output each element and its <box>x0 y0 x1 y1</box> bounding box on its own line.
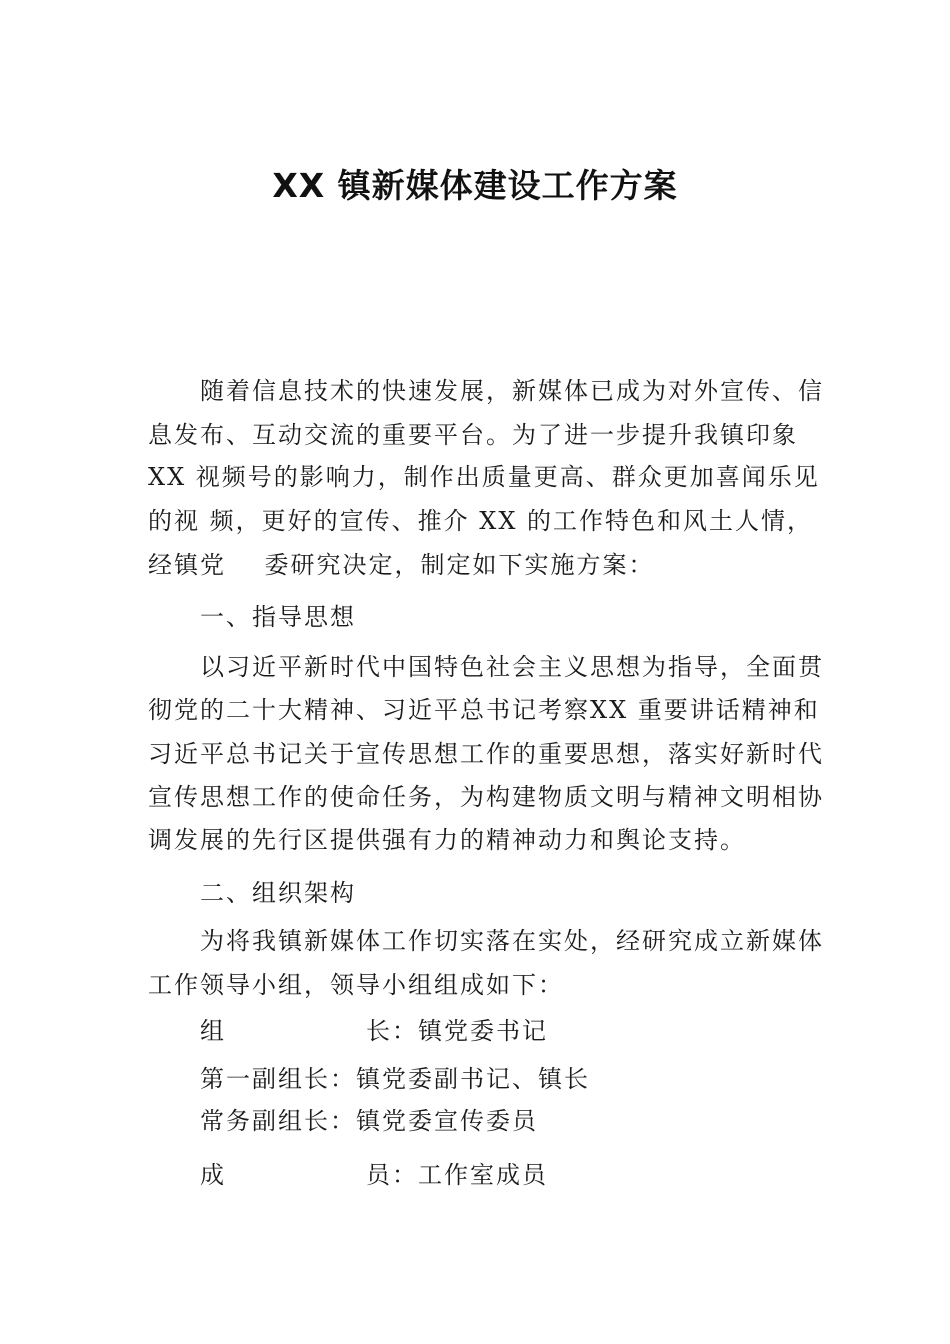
section1-line-1: 以习近平新时代中国特色社会主义思想为指导，全面贯 <box>200 653 824 681</box>
section2-line-1: 为将我镇新媒体工作切实落在实处，经研究成立新媒体 <box>200 927 824 955</box>
document-title: XX 镇新媒体建设工作方案 <box>272 166 678 205</box>
section1-line-5: 调发展的先行区提供强有力的精神动力和舆论支持。 <box>148 826 746 854</box>
intro-line-1: 随着信息技术的快速发展，新媒体已成为对外宣传、信 <box>200 377 824 405</box>
section1-heading: 一、指导思想 <box>200 603 356 631</box>
role-member-label-b: 员：工作室成员 <box>366 1161 548 1189</box>
section2-heading: 二、组织架构 <box>200 879 356 907</box>
section2-line-2: 工作领导小组，领导小组组成如下： <box>148 971 564 999</box>
role-leader-label-a: 组 <box>200 1017 224 1045</box>
intro-line-5: 经镇党 委研究决定，制定如下实施方案： <box>148 551 655 579</box>
section1-line-3: 习近平总书记关于宣传思想工作的重要思想，落实好新时代 <box>148 740 824 768</box>
intro-line-3: XX 视频号的影响力，制作出质量更高、群众更加喜闻乐见 <box>148 463 820 491</box>
role-leader-label-b: 长：镇党委书记 <box>366 1017 548 1045</box>
intro-line-4: 的视 频，更好的宣传、推介 XX 的工作特色和风土人情， <box>148 507 814 535</box>
role-first-deputy: 第一副组长：镇党委副书记、镇长 <box>200 1065 590 1093</box>
role-member-label-a: 成 <box>200 1161 224 1189</box>
intro-line-2: 息发布、互动交流的重要平台。为了进一步提升我镇印象 <box>148 421 798 449</box>
role-executive-deputy: 常务副组长：镇党委宣传委员 <box>200 1107 538 1135</box>
section1-line-4: 宣传思想工作的使命任务，为构建物质文明与精神文明相协 <box>148 783 824 811</box>
section1-line-2: 彻党的二十大精神、习近平总书记考察XX 重要讲话精神和 <box>148 696 820 724</box>
